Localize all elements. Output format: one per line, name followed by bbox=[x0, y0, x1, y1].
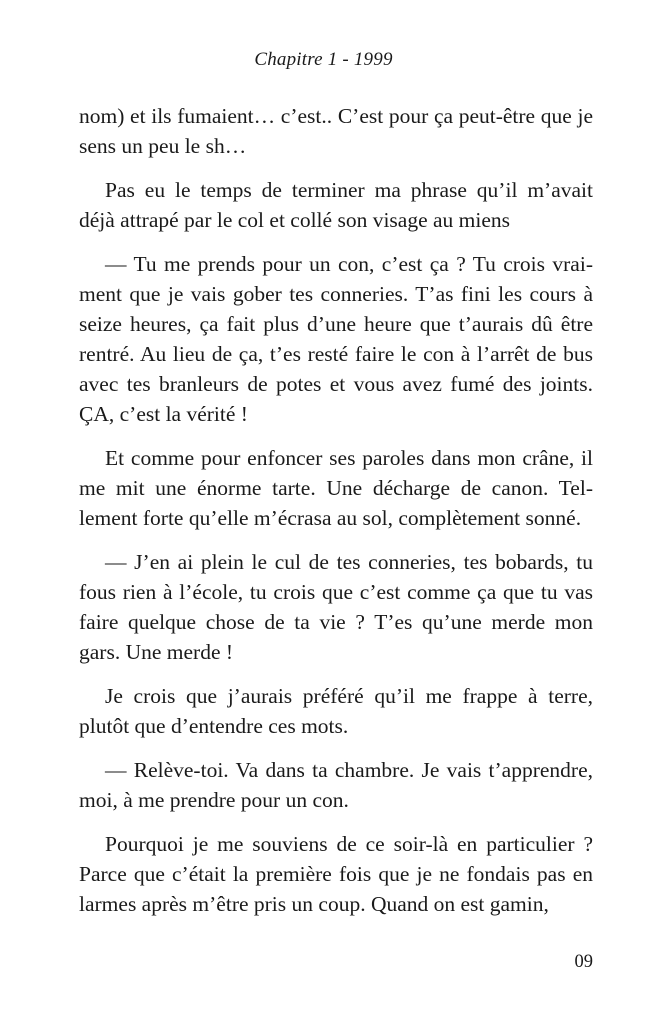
paragraph: Et comme pour enfoncer ses paroles dans mon crâne, il me mit une énorme tarte. Une décharge de canon. Tellement forte qu’elle m’écrasa au sol, complètement sonné. bbox=[79, 446, 593, 530]
dialogue-paragraph: — J’en ai plein le cul de tes conneries, tes bobards, tu fous rien à l’école, tu crois que c’est comme ça que tu vas faire quelque chose de ta vie ? T’es qu’une merde mon gars. Une merde ! bbox=[79, 550, 593, 664]
running-header: Chapitre 1 - 1999 bbox=[254, 49, 393, 70]
paragraph: nom) et ils fumaient… c’est.. C’est pour ça peut-être que je sens un peu le sh… bbox=[79, 104, 593, 158]
dialogue-paragraph: — Tu me prends pour un con, c’est ça ? Tu crois vraiment que je vais gober tes conneries. T’as fini les cours à seize heures, ça fait plus d’une heure que t’aurais dû être rentré. Au lieu de ça, t’es resté faire le con à l’arrêt de bus avec tes branleurs de potes et vous avez fumé des joints. ÇA, c’est la vérité ! bbox=[79, 252, 593, 426]
body-text bbox=[79, 101, 593, 933]
paragraph: Je crois que j’aurais préféré qu’il me frappe à terre, plutôt que d’entendre ces mots. bbox=[79, 684, 593, 738]
paragraph: Pourquoi je me souviens de ce soir-là en particulier ? Parce que c’était la première fois que je ne fondais pas en larmes après m’être pris un coup. Quand on est gamin, bbox=[79, 832, 593, 916]
paragraph: Pas eu le temps de terminer ma phrase qu’il m’avait déjà attrapé par le col et collé son visage au miens bbox=[79, 178, 593, 232]
dialogue-paragraph: — Relève-toi. Va dans ta chambre. Je vais t’apprendre, moi, à me prendre pour un con. bbox=[79, 758, 593, 812]
page-number: 09 bbox=[574, 952, 593, 972]
